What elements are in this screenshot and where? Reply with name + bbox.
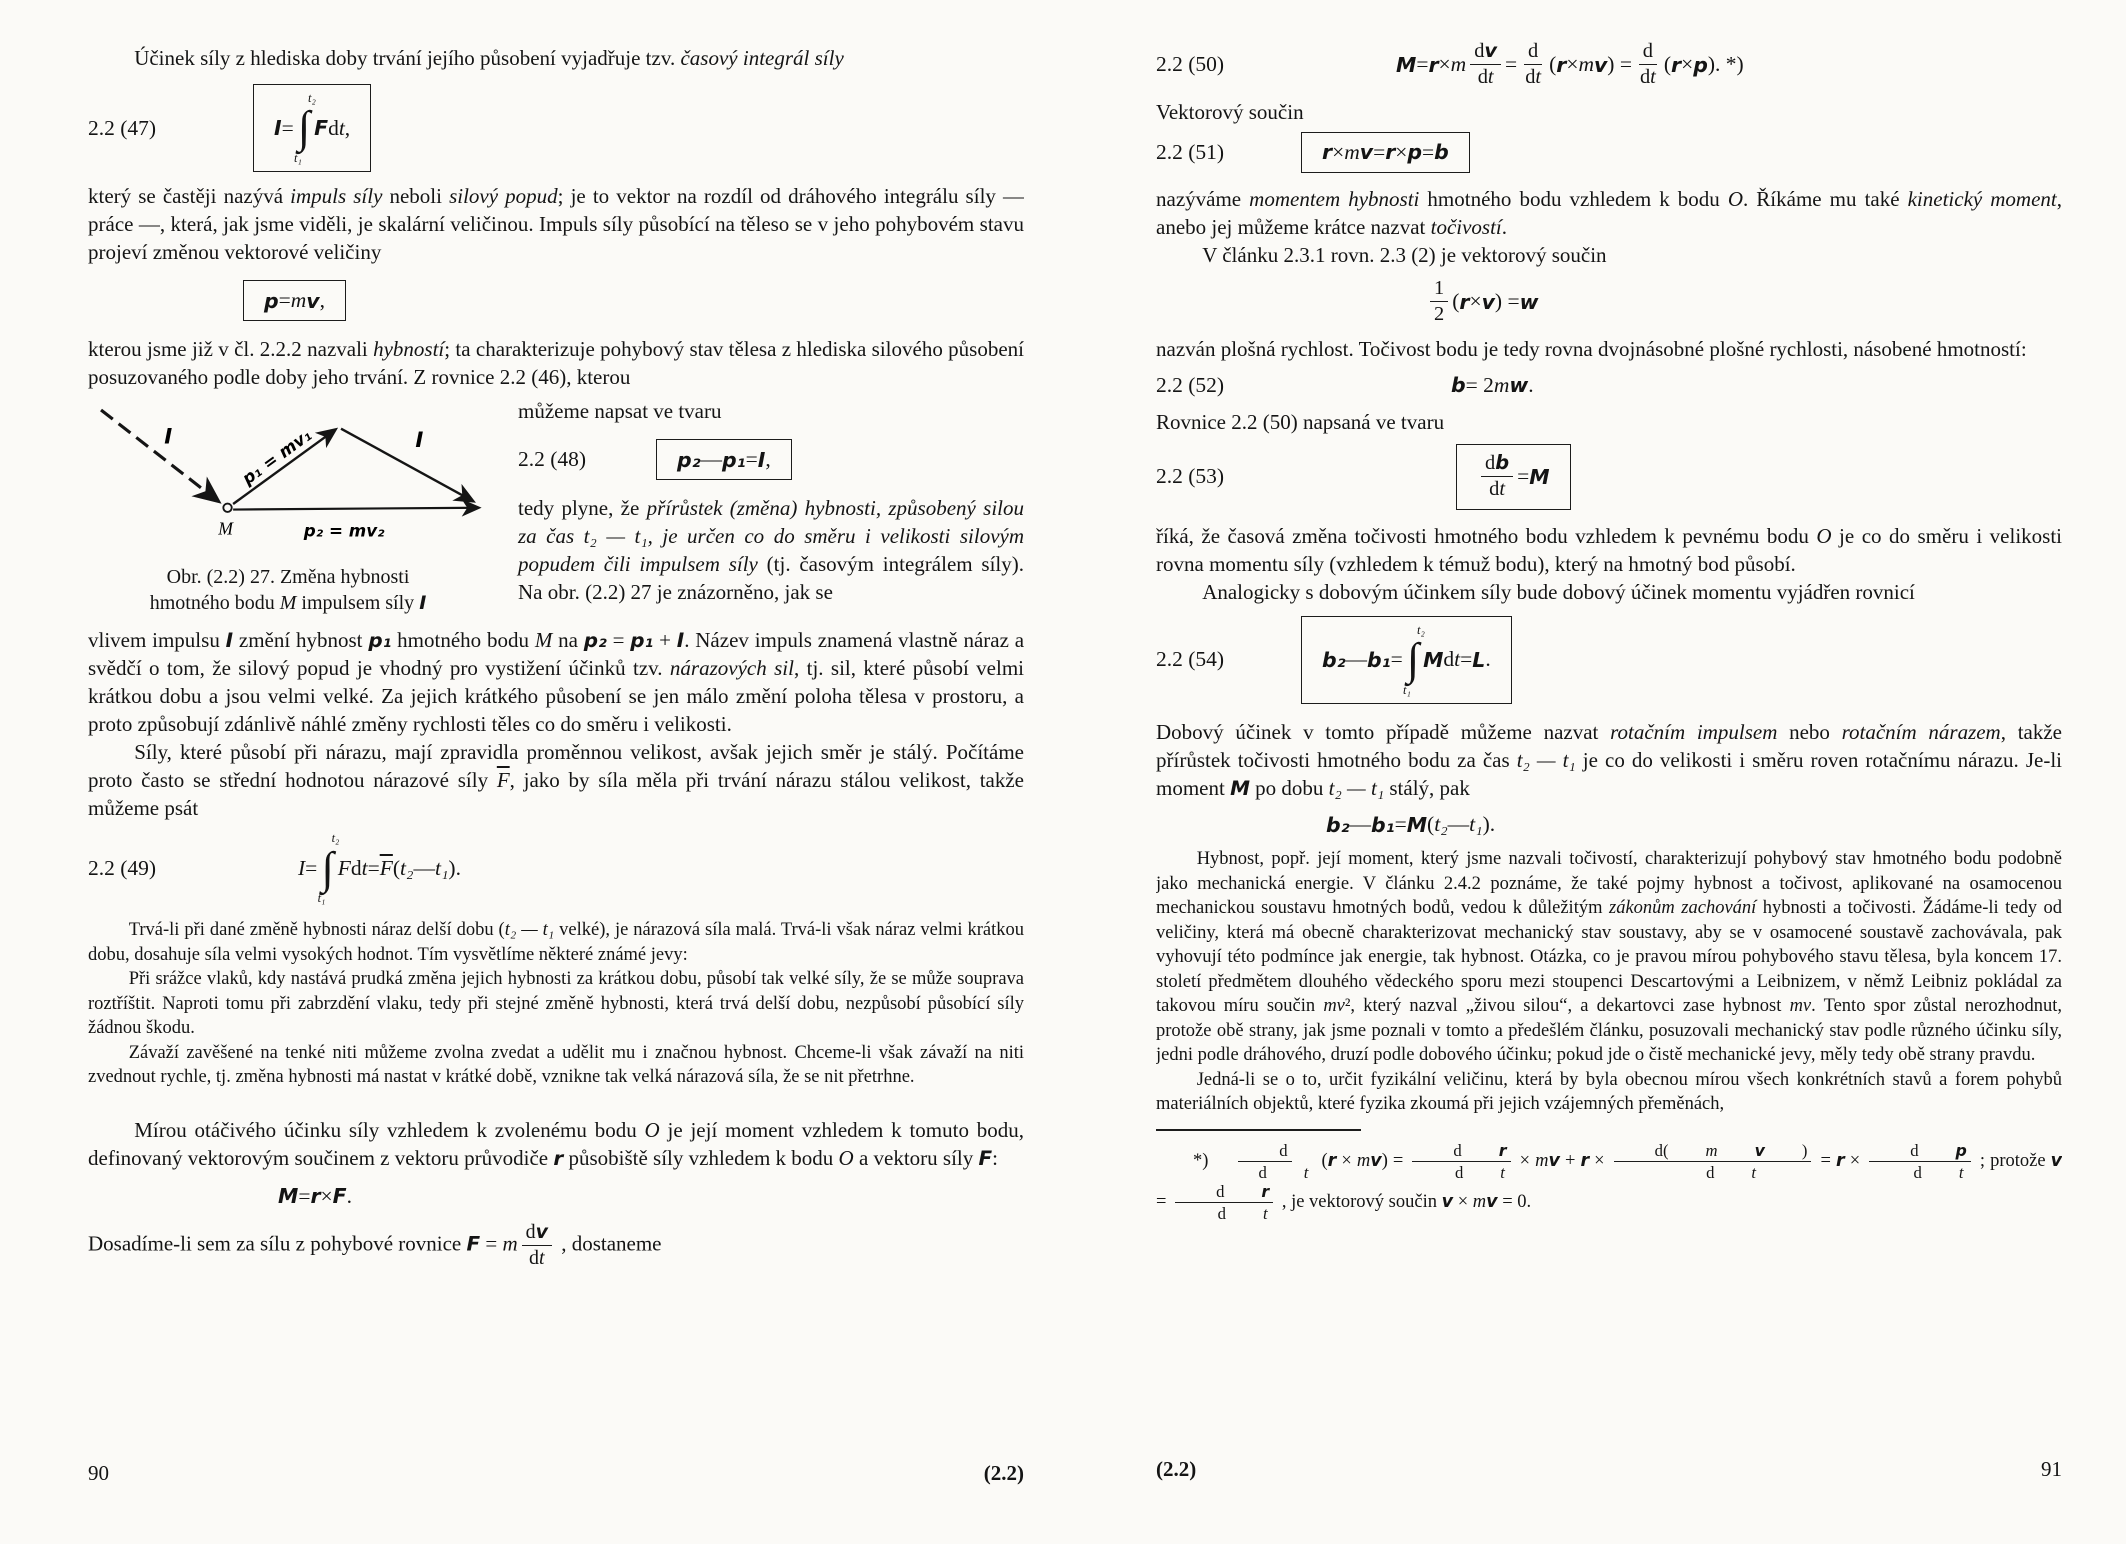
equation-54: 2.2 (54) b₂ — b₁ = t₂ ∫ t₁ M d t = L . [1156, 616, 2062, 704]
equation-number: 2.2 (49) [88, 855, 157, 880]
paragraph-intro: Účinek síly z hlediska doby trvání jejího působení vyjadřuje tzv. časový integrál síly [134, 46, 844, 70]
page-footer-right [1156, 1457, 2062, 1482]
equation-53: 2.2 (53) d b d t = M [1156, 444, 2062, 510]
section-ref: (2.2) [1156, 1457, 1197, 1481]
small-paragraph-1: Hybnost, popř. její moment, který jsme nazvali točivostí, charakterizují pohybový stav hmotného bodu podobně jako mechanická energie. V článku 2.4.2 poznáme, že také pojmy hybnost a točivost, aplikované na osamocenou mechanickou soustavu hmotných bodů, vedou k důležitým zákonům zachování hybnosti a točivosti. Žádáme-li tedy od veličiny, která má obecně charakterizovat mechanický stav soustavy, aby se v osamocené soustavě zachovávala, pak vyhovují této podmínce jak energie, tak hybnost. Otázka, co je pravou mírou pohybového stavu tělesa, byla koncem 17. století předmětem dlouhého vědeckého sporu mezi stoupenci Descartovými a Leibnizem, v němž Leibniz pokládal za takovou míru součin mv², který nazval „živou silou“, a dekartovci zase hybnost mv. Tento spor zůstal nerozhodnut, protože obě strany, jak jsme poznali v tomto a předešlém článku, posuzovali mechanický stav podle různého účinku síly, jedni podle dráhového, druzí podle dobového účinku; pokud jde o čistě mechanické jevy, měly tedy obě strany pravdu. [1156, 849, 2062, 1065]
paragraph-impuls: který se častěji nazývá impuls síly neboli silový popud; je to vektor na rozdíl od dráhového integrálu síly — práce —, která, jak jsme viděli, je skalární veličinou. Impuls síly působící na těleso se v jeho pohybovém stavu projeví změnou vektorové veličiny [88, 184, 1024, 265]
equation-number: 2.2 (47) [88, 115, 157, 140]
footnote [1156, 1129, 2062, 1224]
equation-47-math: I = t₂ ∫ t₁ F d t , [274, 91, 351, 165]
equation-48: 2.2 (48) p₂ — p₁ = I , [518, 439, 1024, 480]
page-number: 90 [88, 1461, 109, 1485]
p1-label: p₁ = mv₁ [238, 424, 316, 489]
small-paragraph-2: Při srážce vlaků, kdy nastává prudká změna jejich hybnosti za krátkou dobu, působí tak velké síly, že se může souprava roztříštit. Naproti tomu při zabrzdění vlaku, tedy při stejné změně hybnosti, která trvá delší dobu, nezpůsobí působící síly žádnou škodu. [88, 969, 1024, 1039]
paragraph-sily: Síly, které působí při nárazu, mají zpravidla proměnnou velikost, avšak jejich směr je stálý. Počítáme proto často se střední hodnotou nárazové síly $\overline{F}$, jako by síla měla při trvání nárazu stálou velikost, takže můžeme psát [88, 740, 1024, 821]
momentum-change-figure [88, 397, 488, 616]
figure-caption: Obr. (2.2) 27. Změna hybnosti hmotného bodu M impulsem síly I [149, 566, 427, 615]
point-m-marker [223, 504, 231, 512]
equation-m-rf: M = r × F . [278, 1183, 352, 1209]
impulse-in-label: I [164, 424, 173, 450]
wrap-line: můžeme napsat ve tvaru [518, 399, 722, 424]
equation-number: 2.2 (50) [1156, 52, 1225, 77]
small-paragraph-3: Závaží zavěšené na tenké niti můžeme zvolna zvedat a udělit mu i značnou hybnost. Chceme-li však závaží na niti zvednout rychle, tj. změna hybnosti má nastat v krátké době, vznikne tak velká nárazová síla, že se nit přetrhne. [88, 1042, 1024, 1088]
paragraph-tedy: tedy plyne, že přírůstek (změna) hybnosti, způsobený silou za čas t₂ — t₁, je určen co do směru i velikosti silovým popudem čili impulsem síly (tj. časovým integrálem síly). Na obr. (2.2) 27 je znázorněno, jak se [518, 496, 1024, 605]
equation-number: 2.2 (54) [1156, 647, 1225, 672]
impulse-dashed-arrow [101, 410, 218, 501]
wrap-column [518, 397, 1024, 606]
page-right [1156, 0, 2062, 1540]
equation-b2-b1: b₂ — b₁ = M ( t₂ — t₁ ). [1326, 812, 1496, 837]
paragraph-hybnost: kterou jsme již v čl. 2.2.2 nazvali hybností; ta charakterizuje pohybový stav tělesa z hlediska silového působení posuzovaného podle doby jeho trvání. Z rovnice 2.2 (46), kterou [88, 337, 1024, 390]
p2-label: p₂ = mv₂ [303, 520, 385, 541]
page-left [88, 0, 1024, 1544]
paragraph-rika: říká, že časová změna točivosti hmotného bodu vzhledem k pevnému bodu O je co do směru i velikosti rovna momentu síly (vzhledem k témuž bodu), který na hmotný bod působí. [1156, 523, 2062, 576]
footnote-rule [1156, 1129, 1361, 1131]
paragraph-dosadime: Dosadíme-li sem za sílu z pohybové rovnice F = m d v d t , dostaneme [88, 1220, 662, 1269]
equation-number: 2.2 (52) [1156, 372, 1225, 397]
figure-and-wrap [88, 397, 1024, 616]
paragraph-analogicky: Analogicky s dobovým účinkem síly bude dobový účinek momentu vyjádřen rovnicí [1202, 579, 1915, 604]
equation-49: 2.2 (49) I = t₂ ∫ t₁ F d t = $\overline{F}$ ( t₂ — t₁ ). [88, 831, 461, 905]
paragraph-mirou: Mírou otáčivého účinku síly vzhledem k zvolenému bodu O je její moment vzhledem k tomuto bodu, definovaný vektorovým součinem z vektoru průvodiče r působiště síly vzhledem k bodu O a vektoru síly F: [88, 1117, 1024, 1170]
paragraph-vlivem: vlivem impulsu I změní hybnost p₁ hmotného bodu M na p₂ = p₁ + I. Název impuls znamená vlastně náraz a svědčí o tom, že silový popud je vhodný pro vystižení účinků tzv. nárazových sil, tj. sil, které působí velmi krátkou dobu a jsou velmi velké. Za jejich krátkého působení se jen málo změní poloha tělesa v prostoru, a proto způsobují zdánlivě náhlé změny rychlosti těles co do směru i velikosti. [88, 628, 1024, 737]
paragraph-vclanku: V článku 2.3.1 rovn. 2.3 (2) je vektorový součin [1202, 242, 1607, 267]
page-number: 91 [2041, 1457, 2062, 1481]
equation-p-mv: p = m v , [88, 280, 1024, 321]
paragraph-nazvan: nazván plošná rychlost. Točivost bodu je tedy rovna dvojnásobné plošné rychlosti, násobené hmotností: [1156, 336, 2027, 361]
equation-number: 2.2 (51) [1156, 139, 1225, 164]
equation-50: 2.2 (50) M = r × m d v d t = d d t ( r × m v ) = d d t ( r × p ). *) [1156, 39, 1744, 89]
section-ref: (2.2) [983, 1461, 1024, 1485]
small-print-block [88, 918, 1024, 1090]
equation-52: 2.2 (52) b = 2 m w . [1156, 372, 1534, 398]
equation-half-rxv: $\frac{1}{2}$ ( r × v ) = w [1156, 277, 2062, 327]
paragraph-dobovy: Dobový účinek v tomto případě můžeme nazvat rotačním impulsem nebo rotačním nárazem, takže přírůstek točivosti hmotného bodu za čas t₂ — t₁ je co do velikosti i směru roven rotačnímu nárazu. Je-li moment M po dobu t₂ — t₁ stálý, pak [1156, 720, 2062, 800]
impulse-arrow [341, 429, 473, 502]
p2-arrow [233, 508, 479, 510]
small-paragraph-2: Jedná-li se o to, určit fyzikální veličinu, která by byla obecnou mírou všech konkrétních stavů a forem pohybů materiálních objektů, které fyzika zkoumá při jejich vzájemných přeměnách, [1156, 1069, 2062, 1114]
paragraph-rovnice: Rovnice 2.2 (50) napsaná ve tvaru [1156, 409, 1445, 434]
small-print-block [1156, 847, 2062, 1117]
point-m-label: M [218, 518, 233, 539]
footnote-text: *) d d t (r × mv) = d r d t × mv + r × d( m v ) d t = r × d p d t ; protože v = d r d t , je vektorový součin v × mv = 0. [1156, 1140, 2062, 1223]
vector-triangle-diagram [88, 397, 488, 557]
paragraph-nazyvame: nazýváme momentem hybnosti hmotného bodu vzhledem k bodu O. Říkáme mu také kinetický moment, anebo jej můžeme krátce nazvat točivostí. [1156, 186, 2062, 239]
equation-51: 2.2 (51) r × m v = r × p = b [1156, 132, 2062, 173]
small-paragraph-1: Trvá-li při dané změně hybnosti náraz delší dobu (t₂ — t₁ velké), je nárazová síla malá. Trvá-li však náraz velmi krátkou dobu, dosahuje síla velmi vysokých hodnot. Tím vysvětlíme některé známé jevy: [88, 920, 1024, 965]
equation-number: 2.2 (53) [1156, 464, 1225, 489]
equation-47 [88, 84, 1024, 172]
equation-number: 2.2 (48) [518, 447, 587, 472]
page-footer-left [88, 1461, 1024, 1486]
impulse-out-label: I [415, 428, 424, 454]
paragraph-vektorovy: Vektorový součin [1156, 99, 1304, 124]
